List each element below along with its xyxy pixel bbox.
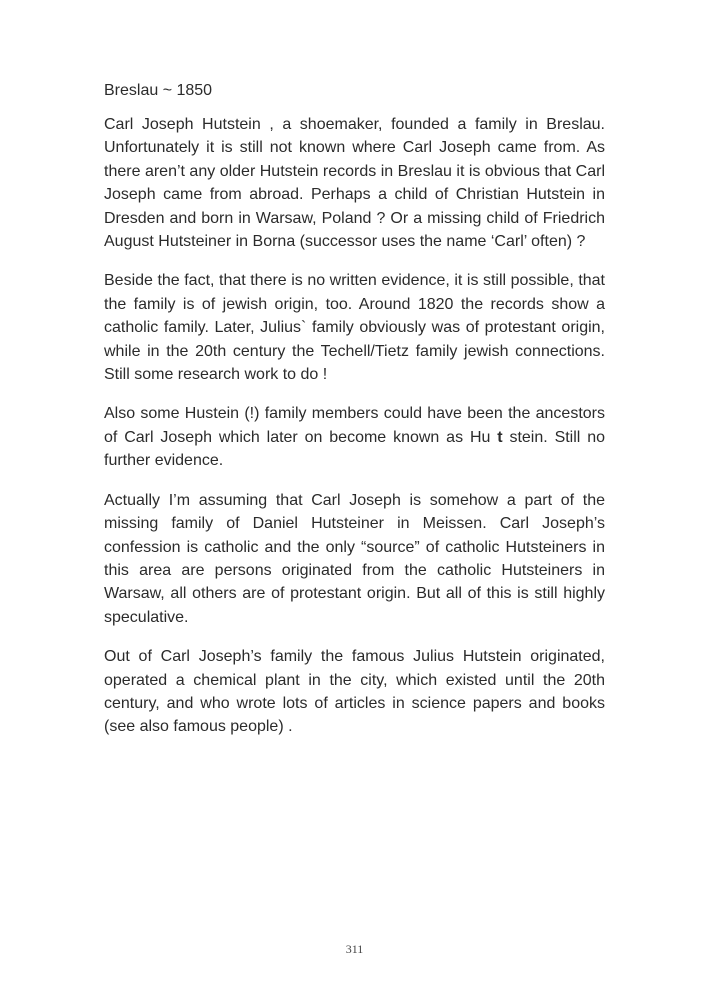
page-body xyxy=(104,80,605,755)
paragraph-hustein-bold-letter: t xyxy=(497,428,503,446)
paragraph-hustein xyxy=(104,402,605,472)
paragraph-origin: Carl Joseph Hutstein , a shoemaker, founded a family in Breslau. Unfortunately it is still not known where Carl Joseph came from. As there aren’t any older Hutstein records in Breslau it is obvious that Carl Joseph came from abroad. Perhaps a child of Christian Hutstein in Dresden and born in Warsaw, Poland ? Or a missing child of Friedrich August Hutsteiner in Borna (successor uses the name ‘Carl’ often) ? xyxy=(104,116,605,251)
section-heading: Breslau ~ 1850 xyxy=(104,82,213,99)
paragraph-meissen: Actually I’m assuming that Carl Joseph is somehow a part of the missing family of Daniel Hutsteiner in Meissen. Carl Joseph’s confession is catholic and the only “source” of catholic Hutsteiners in this area are persons originated from the catholic Hutsteiners in Warsaw, all others are of protestant origin. But all of this is still highly speculative. xyxy=(104,491,605,626)
paragraph-hustein-text-b: stein. Still no further evidence. xyxy=(104,428,606,470)
paragraph-hustein-text-a: Also some Hustein (!) family members could have been the ancestors of Carl Joseph which later on become known as Hu xyxy=(104,405,605,446)
paragraph-religion: Beside the fact, that there is no written evidence, it is still possible, that the family is of jewish origin, too. Around 1820 the records show a catholic family. Later, Julius` family obviously was of protestant origin, while in the 20th century the Techell/Tietz family jewish connections. Still some research work to do ! xyxy=(104,272,605,384)
page-number: 311 xyxy=(345,942,364,956)
paragraph-julius: Out of Carl Joseph’s family the famous Julius Hutstein originated, operated a chemical plant in the city, which existed until the 20th century, and who wrote lots of articles in science papers and books (see also famous people) . xyxy=(104,648,605,736)
